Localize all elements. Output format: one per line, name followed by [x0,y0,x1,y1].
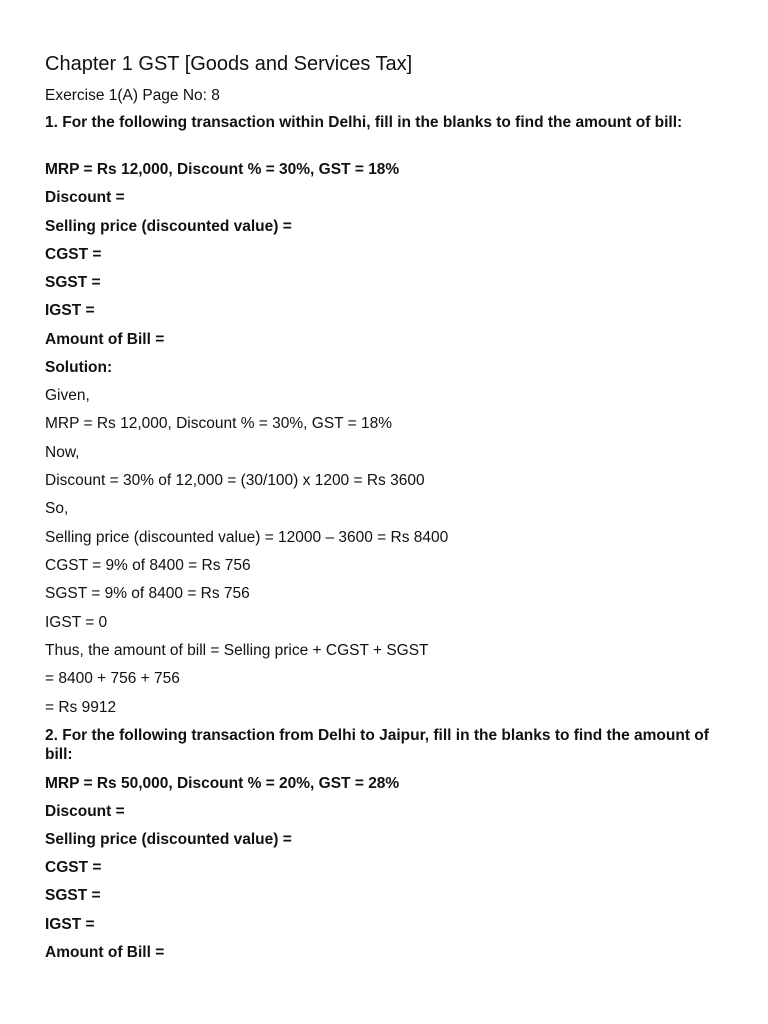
question-2-given: MRP = Rs 50,000, Discount % = 20%, GST = 28% [45,775,400,792]
solution-line: SGST = 9% of 8400 = Rs 756 [45,585,250,602]
solution-line: = 8400 + 756 + 756 [45,670,180,687]
question-1-selling-price-blank: Selling price (discounted value) = [45,218,292,235]
question-1-cgst-blank: CGST = [45,246,102,263]
question-1-amount-blank: Amount of Bill = [45,331,165,348]
exercise-subtitle: Exercise 1(A) Page No: 8 [45,87,220,104]
solution-line: Now, [45,444,80,461]
solution-line: MRP = Rs 12,000, Discount % = 30%, GST = 18% [45,415,393,432]
solution-line: CGST = 9% of 8400 = Rs 756 [45,557,251,574]
solution-line: Selling price (discounted value) = 12000 – 3600 = Rs 8400 [45,529,449,546]
question-2-amount-blank: Amount of Bill = [45,944,165,961]
question-1-discount-blank: Discount = [45,189,125,206]
solution-line: = Rs 9912 [45,699,117,716]
question-1-given: MRP = Rs 12,000, Discount % = 30%, GST = 18% [45,161,400,178]
question-2-sgst-blank: SGST = [45,887,101,904]
question-2-selling-price-blank: Selling price (discounted value) = [45,831,292,848]
question-2-cgst-blank: CGST = [45,859,102,876]
question-1-text: 1. For the following transaction within Delhi, fill in the blanks to find the amount of bill: [45,114,683,131]
solution-line: IGST = 0 [45,614,108,631]
question-1-igst-blank: IGST = [45,302,95,319]
solution-heading: Solution: [45,359,113,376]
solution-line: Discount = 30% of 12,000 = (30/100) x 1200 = Rs 3600 [45,472,425,489]
chapter-title: Chapter 1 GST [Goods and Services Tax] [45,53,413,75]
question-2-igst-blank: IGST = [45,916,95,933]
question-2-discount-blank: Discount = [45,803,125,820]
solution-line: Thus, the amount of bill = Selling price + CGST + SGST [45,642,429,659]
question-2-text: 2. For the following transaction from Delhi to Jaipur, fill in the blanks to find the amount of bill: [45,727,709,763]
solution-line: Given, [45,387,90,404]
question-1-sgst-blank: SGST = [45,274,101,291]
solution-line: So, [45,500,69,517]
